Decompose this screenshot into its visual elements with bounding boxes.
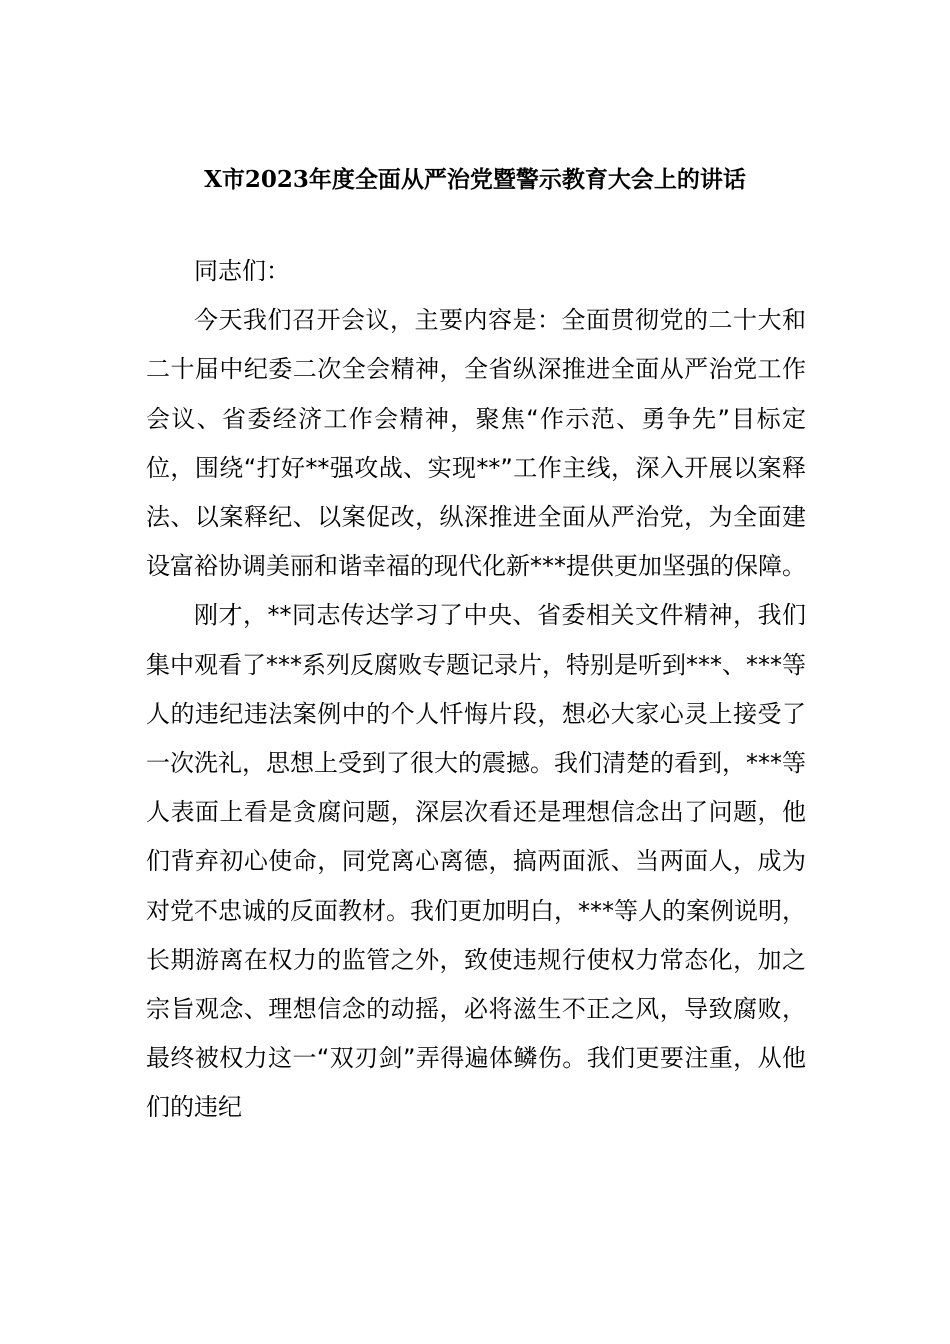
paragraph-2: 刚才，**同志传达学习了中央、省委相关文件精神，我们集中观看了***系列反腐败专题记录片，特别是听到***、***等人的违纪违法案例中的个人忏悔片段，想必大家心灵上接受了一次洗礼，思想上受到了很大的震撼。我们清楚的看到，***等人表面上看是贪腐问题，深层次看还是理想信念出了问题，他们背弃初心使命，同党离心离德，搞两面派、当两面人，成为对党不忠诚的反面教材。我们更加明白，***等人的案例说明，长期游离在权力的监管之外，致使违规行使权力常态化，加之宗旨观念、理想信念的动摇，必将滋生不正之风，导致腐败，最终被权力这一“双刃剑”弄得遍体鳞伤。我们更要注重，从他们的违纪 (146, 601, 806, 1122)
document-body (146, 247, 806, 1133)
document-title: X市2023年度全面从严治党暨警示教育大会上的讲话 (204, 166, 746, 193)
salutation: 同志们： (194, 257, 290, 285)
paragraph-1: 今天我们召开会议，主要内容是：全面贯彻党的二十大和二十届中纪委二次全会精神，全省纵深推进全面从严治党工作会议、省委经济工作会精神，聚焦“作示范、勇争先”目标定位，围绕“打好**强攻战、实现**”工作主线，深入开展以案释法、以案释纪、以案促改，纵深推进全面从严治党，为全面建设富裕协调美丽和谐幸福的现代化新***提供更加坚强的保障。 (146, 306, 806, 581)
